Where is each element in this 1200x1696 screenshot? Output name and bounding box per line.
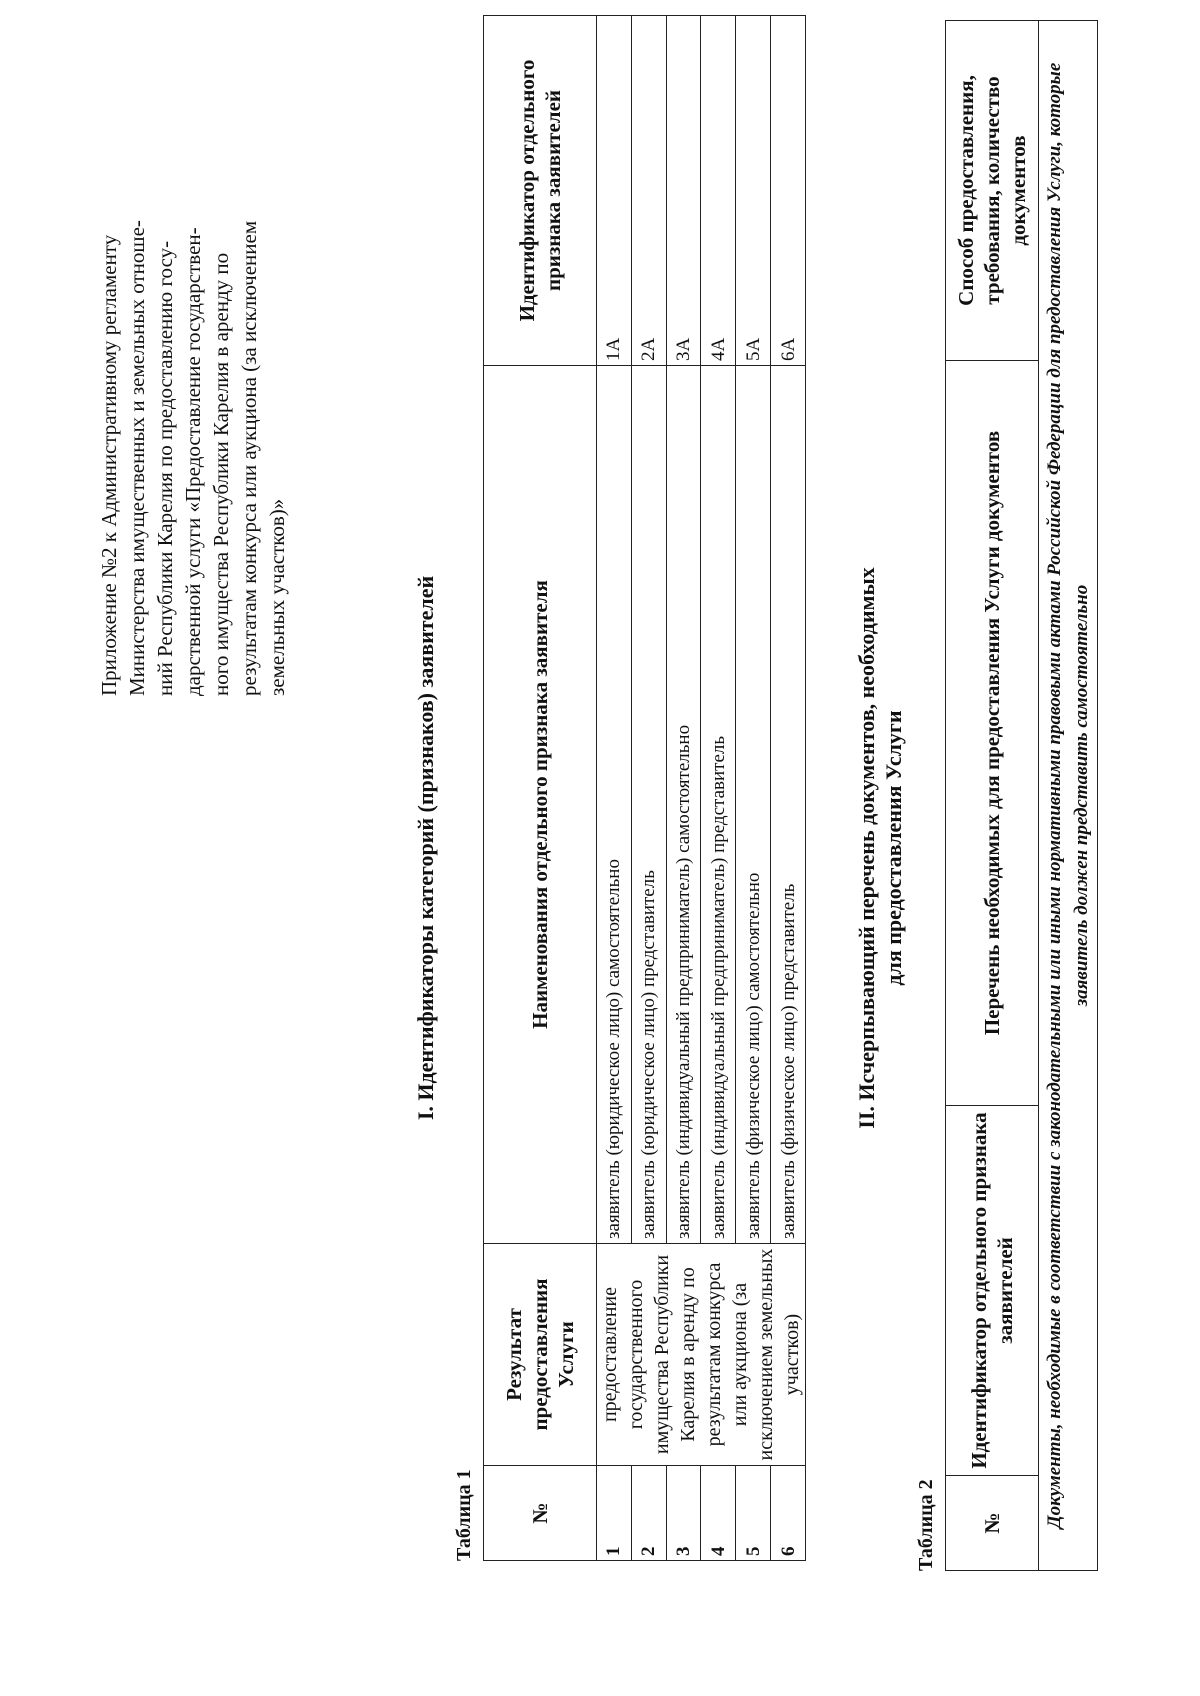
applicant-identifiers-table xyxy=(483,15,806,1561)
table-row xyxy=(1039,21,1098,1571)
feature-name-cell: заявитель (физическое лицо) самостоятельно xyxy=(736,366,771,1244)
identifier-cell: 6А xyxy=(771,16,806,366)
header-line: Министерства имущественных и земельных отноше- xyxy=(125,220,149,696)
table-header-row xyxy=(946,21,1039,1571)
table-header-row xyxy=(484,16,597,1561)
feature-name-cell: заявитель (индивидуальный предприниматель) самостоятельно xyxy=(666,366,701,1244)
header-line: результатам конкурса или аукциона (за исключением xyxy=(237,220,261,696)
header-line: ний Республики Карелия по предоставлению госу- xyxy=(153,240,177,696)
row-number: 1 xyxy=(597,1466,632,1561)
identifier-cell: 4А xyxy=(701,16,736,366)
row-number: 4 xyxy=(701,1466,736,1561)
feature-name-cell: заявитель (индивидуальный предприниматель) представитель xyxy=(701,366,736,1244)
col-header-method: Способ предоставления, требования, количество документов xyxy=(946,21,1039,361)
col-header-number: № xyxy=(946,1476,1039,1571)
header-line: дарственной услуги «Предоставление государствен- xyxy=(181,227,205,696)
feature-name-cell: заявитель (юридическое лицо) самостоятельно xyxy=(597,366,632,1244)
row-number: 2 xyxy=(631,1466,666,1561)
documents-category-cell: Документы, необходимые в соответствии с законодательными или иными нормативными правовыми актами Российской Федерации для предоставления Услуги, которые заявитель должен представить самостоятельно xyxy=(1039,21,1098,1571)
header-line: ного имущества Республики Карелия в аренду по xyxy=(209,252,233,696)
col-header-number: № xyxy=(484,1466,597,1561)
feature-name-cell: заявитель (юридическое лицо) представитель xyxy=(631,366,666,1244)
row-number: 5 xyxy=(736,1466,771,1561)
section-1-title: I. Идентификаторы категорий (признаков) заявителей xyxy=(413,575,438,1121)
service-result-cell: предоставление государственного имущества Республики Карелия в аренду по результатам конкурса или аукциона (за исключением земельных участков) xyxy=(597,1244,806,1466)
identifier-cell: 1А xyxy=(597,16,632,366)
col-header-documents: Перечень необходимых для предоставления Услуги документов xyxy=(946,361,1039,1106)
appendix-header xyxy=(95,126,291,696)
header-line: Приложение №2 к Административному регламенту xyxy=(97,234,121,696)
documents-list-table xyxy=(945,20,1098,1571)
section-2-title-line-1: II. Исчерпывающий перечень документов, необходимых xyxy=(854,567,879,1129)
row-number: 3 xyxy=(666,1466,701,1561)
row-number: 6 xyxy=(771,1466,806,1561)
header-line: земельных участков)» xyxy=(265,498,289,696)
identifier-cell: 2А xyxy=(631,16,666,366)
feature-name-cell: заявитель (физическое лицо) представитель xyxy=(771,366,806,1244)
col-header-identifier: Идентификатор отдельного признака заявителей xyxy=(484,16,597,366)
identifier-cell: 5А xyxy=(736,16,771,366)
col-header-identifier: Идентификатор отдельного признака заявителей xyxy=(946,1106,1039,1476)
col-header-result: Результат предоставления Услуги xyxy=(484,1244,597,1466)
section-2-title xyxy=(853,0,907,1696)
col-header-feature-name: Наименования отдельного признака заявителя xyxy=(484,366,597,1244)
section-2-title-line-2: для предоставления Услуги xyxy=(881,710,906,986)
table-1-caption: Таблица 1 xyxy=(453,1469,475,1561)
table-row xyxy=(597,16,632,1561)
table-2-caption: Таблица 2 xyxy=(915,1479,937,1571)
identifier-cell: 3А xyxy=(666,16,701,366)
